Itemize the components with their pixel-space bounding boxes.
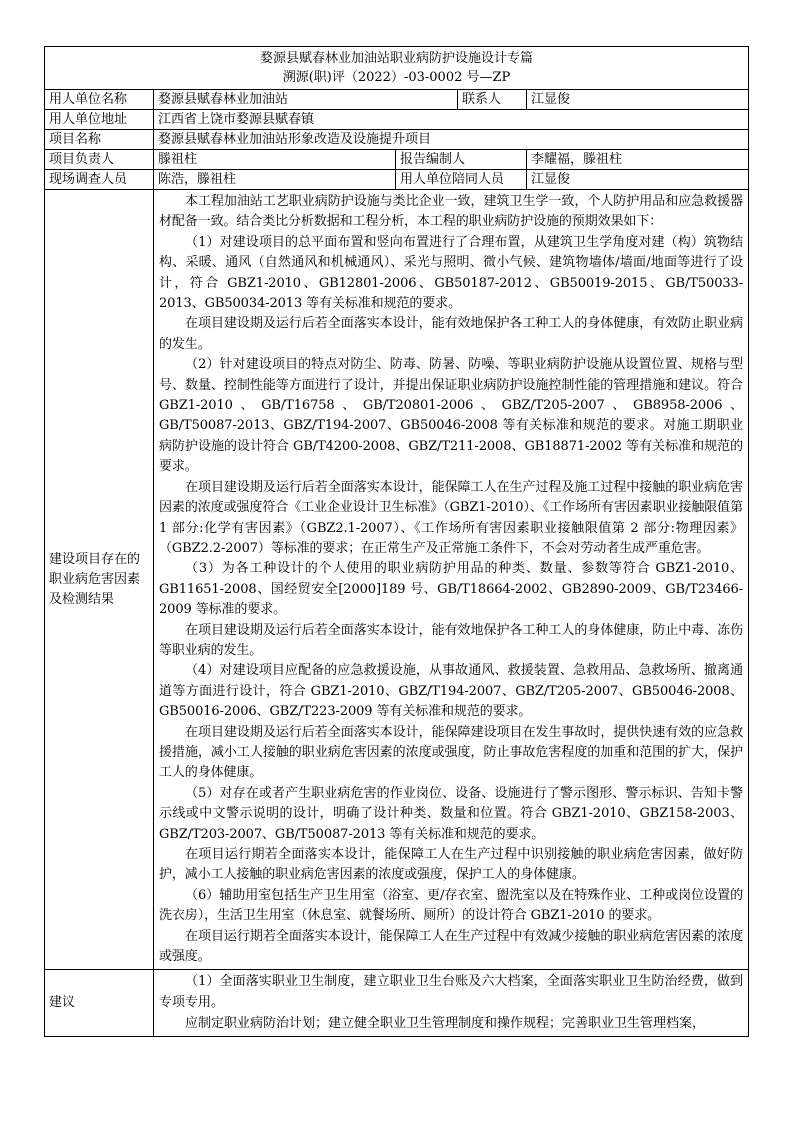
hazards-content xyxy=(154,190,749,970)
survey-value: 陈浩，滕祖柱 xyxy=(154,170,396,190)
employer-value: 婺源县赋春林业加油站 xyxy=(154,90,458,110)
info-table xyxy=(44,46,749,1037)
project-value: 婺源县赋春林业加油站形象改造及设施提升项目 xyxy=(154,130,749,150)
title-row xyxy=(45,47,749,90)
leader-row xyxy=(45,150,749,170)
suggestions-content xyxy=(154,970,749,1037)
address-label: 用人单位地址 xyxy=(45,110,154,130)
leader-value: 滕祖柱 xyxy=(154,150,396,170)
hazards-label: 建设项目存在的职业病危害因素及检测结果 xyxy=(45,190,154,970)
project-label: 项目名称 xyxy=(45,130,154,150)
contact-label: 联系人 xyxy=(458,90,527,110)
survey-row xyxy=(45,170,749,190)
suggestions-label: 建议 xyxy=(45,970,154,1037)
hazards-paragraph: （6）辅助用室包括生产卫生用室（浴室、更/存衣室、盥洗室以及在特殊作业、工种或岗位设置的洗衣房），生活卫生用室（休息室、就餐场所、厕所）的设计符合 GBZ1-2010 的要求。 xyxy=(159,887,744,924)
project-row xyxy=(45,130,749,150)
author-value: 李耀福，滕祖柱 xyxy=(527,150,749,170)
accompany-label: 用人单位陪同人员 xyxy=(396,170,527,190)
document-title: 婺源县赋春林业加油站职业病防护设施设计专篇 xyxy=(260,51,534,66)
hazards-paragraph: 在项目运行期若全面落实本设计，能保障工人在生产过程中识别接触的职业病危害因素，做好防护，减小工人接触的职业病危害因素的浓度或强度，保护工人的身体健康。 xyxy=(159,847,744,883)
document-number: 溯源(职)评（2022）-03-0002 号—ZP xyxy=(282,70,511,85)
document-header xyxy=(45,47,749,90)
hazards-paragraph: 在项目建设期及运行后若全面落实本设计，能保障工人在生产过程及施工过程中接触的职业病危害因素的浓度或强度符合《工业企业设计卫生标准》（GBZ1-2010）、《工作场所有害因素职业接触限值第 1 部分:化学有害因素》（GBZ2.1-2007）、《工作场所有害因素职业接触限值第 2 部分:物理因素》（GBZ2.2-2007）等标准的要求；在正常生产及正常施工条件下，不会对劳动者生成严重危害。 xyxy=(159,479,744,556)
suggestion-paragraph: （1）全面落实职业卫生制度，建立职业卫生台账及六大档案，全面落实职业卫生防治经费，做到专项专用。 xyxy=(159,974,744,1011)
hazards-paragraph: 在项目运行期若全面落实本设计，能保障工人在生产过程中有效减少接触的职业病危害因素的浓度或强度。 xyxy=(159,928,744,965)
hazards-paragraph: 在项目建设期及运行后若全面落实本设计，能有效地保护各工种工人的身体健康，防止中毒、冻伤等职业病的发生。 xyxy=(159,622,744,658)
suggestions-row xyxy=(45,970,749,1037)
hazards-paragraph: 在项目建设期及运行后若全面落实本设计，能保障建设项目在发生事故时，提供快速有效的应急救援措施，减小工人接触的职业病危害因素的浓度或强度，防止事故危害程度的加重和范围的扩大，保护工人的身体健康。 xyxy=(159,724,744,781)
hazards-row xyxy=(45,190,749,970)
leader-label: 项目负责人 xyxy=(45,150,154,170)
accompany-value: 江显俊 xyxy=(527,170,749,190)
document-page xyxy=(44,46,748,1037)
employer-label: 用人单位名称 xyxy=(45,90,154,110)
address-value: 江西省上饶市婺源县赋春镇 xyxy=(154,110,749,130)
author-label: 报告编制人 xyxy=(396,150,527,170)
address-row xyxy=(45,110,749,130)
suggestion-paragraph: 应制定职业病防治计划；建立健全职业卫生管理制度和操作规程；完善职业卫生管理档案， xyxy=(185,1015,706,1031)
hazards-paragraph: 在项目建设期及运行后若全面落实本设计，能有效地保护各工种工人的身体健康，有效防止职业病的发生。 xyxy=(159,316,744,352)
hazards-paragraph: （4）对建设项目应配备的应急救援设施，从事故通风、救援装置、急救用品、急救场所、撤离通道等方面进行设计，符合 GBZ1-2010、GBZ/T194-2007、GBZ/T205-2007、GB50046-2008、GB50016-2006、GBZ/T223-2009 等有关标准和规范的要求。 xyxy=(159,663,744,720)
hazards-paragraph: （2）针对建设项目的特点对防尘、防毒、防暑、防噪、等职业病防护设施从设置位置、规格与型号、数量、控制性能等方面进行了设计，并提出保证职业病防护设施控制性能的管理措施和建议。符合 GBZ1-2010、GB/T16758、GB/T20801-2006、GBZ/T205-2007、GB8958-2006、GB/T50087-2013、GBZ/T194-2007、GB50046-2008 等有关标准和规范的要求。对施工期职业病防护设施的设计符合 GB/T4200-2008、GBZ/T211-2008、GB18871-2002 等有关标准和规范的要求。 xyxy=(159,357,744,475)
hazards-paragraph: （1）对建设项目的总平面布置和竖向布置进行了合理布置，从建筑卫生学角度对建（构）筑物结构、采暖、通风（自然通风和机械通风）、采光与照明、微小气候、建筑物墙体/墙面/地面等进行了设计，符合 GBZ1-2010、GB12801-2006、GB50187-2012、GB50019-2015、GB/T50033-2013、GB50034-2013 等有关标准和规范的要求。 xyxy=(159,234,744,312)
survey-label: 现场调查人员 xyxy=(45,170,154,190)
hazards-paragraph: （3）为各工种设计的个人使用的职业病防护用品的种类、数量、参数等符合 GBZ1-2010、GB11651-2008、国经贸安全[2000]189 号、GB/T18664-2002、GB2890-2009、GB/T23466-2009 等标准的要求。 xyxy=(159,561,744,618)
hazards-paragraph: 本工程加油站工艺职业病防护设施与类比企业一致，建筑卫生学一致，个人防护用品和应急救援器材配备一致。结合类比分析数据和工程分析，本工程的职业病防护设施的预期效果如下： xyxy=(159,194,744,230)
employer-row xyxy=(45,90,749,110)
contact-value: 江显俊 xyxy=(527,90,749,110)
hazards-paragraph: （5）对存在或者产生职业病危害的作业岗位、设备、设施进行了警示图形、警示标识、告知卡警示线或中文警示说明的设计，明确了设计种类、数量和位置。符合 GBZ1-2010、GBZ158-2003、GBZ/T203-2007、GB/T50087-2013 等有关标准和规范的要求。 xyxy=(159,785,744,842)
